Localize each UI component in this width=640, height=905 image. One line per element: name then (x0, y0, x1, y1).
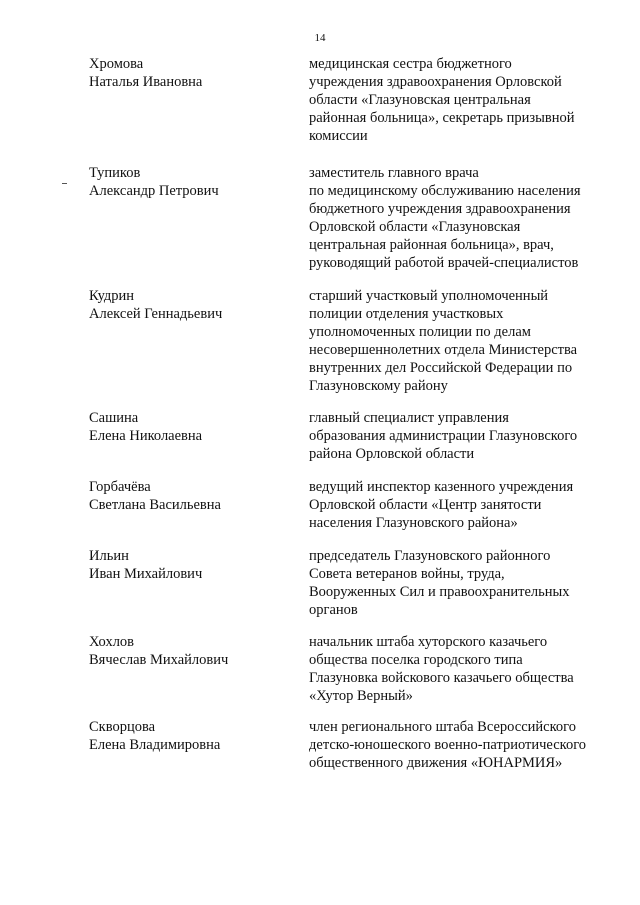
member-name (89, 478, 289, 514)
member-role-line: «Хутор Верный» (309, 688, 413, 704)
member-role-line: общества поселка городского типа (309, 652, 523, 668)
member-role-line: уполномоченных полиции по делам (309, 324, 531, 340)
member-role-line: старший участковый уполномоченный (309, 288, 549, 304)
member-role-line: Вооруженных Сил и правоохранительных (309, 584, 570, 600)
member-role-line: бюджетного учреждения здравоохранения (309, 201, 571, 217)
member-name (89, 164, 289, 200)
member-role-line: руководящий работой врачей-специалистов (309, 255, 579, 271)
member-role-line: области «Глазуновская центральная (309, 92, 531, 108)
member-role-line: медицинская сестра бюджетного (309, 56, 512, 72)
member-role-line: детско-юношеского военно-патриотического (309, 737, 587, 753)
member-role-line: учреждения здравоохранения Орловской (309, 74, 562, 90)
member-role (309, 478, 629, 532)
member-role (309, 547, 629, 619)
member-name (89, 633, 289, 669)
member-given-names: Александр Петрович (89, 183, 219, 199)
member-given-names: Наталья Ивановна (89, 74, 203, 90)
member-role-line: председатель Глазуновского районного (309, 548, 551, 564)
member-role-line: Орловской области «Глазуновская (309, 219, 521, 235)
member-role-line: заместитель главного врача (309, 165, 479, 181)
member-surname: Ильин (89, 548, 129, 564)
member-surname: Скворцова (89, 719, 156, 735)
member-role-line: комиссии (309, 128, 368, 144)
member-role-line: внутренних дел Российской Федерации по (309, 360, 573, 376)
member-surname: Горбачёва (89, 479, 151, 495)
member-role-line: общественного движения «ЮНАРМИЯ» (309, 755, 563, 771)
member-role-line: района Орловской области (309, 446, 475, 462)
member-role-line: образования администрации Глазуновского (309, 428, 578, 444)
member-given-names: Светлана Васильевна (89, 497, 221, 513)
member-given-names: Вячеслав Михайлович (89, 652, 229, 668)
member-given-names: Елена Николаевна (89, 428, 203, 444)
member-role-line: Глазуновка войскового казачьего общества (309, 670, 574, 686)
member-given-names: Иван Михайлович (89, 566, 203, 582)
member-name (89, 409, 289, 445)
member-given-names: Елена Владимировна (89, 737, 221, 753)
member-role (309, 164, 629, 272)
member-role-line: полиции отделения участковых (309, 306, 504, 322)
member-role-line: Глазуновскому району (309, 378, 448, 394)
margin-mark (62, 183, 67, 184)
member-role (309, 409, 629, 463)
member-surname: Сашина (89, 410, 139, 426)
member-role-line: начальник штаба хуторского казачьего (309, 634, 548, 650)
member-name (89, 718, 289, 754)
member-role-line: Совета ветеранов войны, труда, (309, 566, 505, 582)
member-role-line: населения Глазуновского района» (309, 515, 518, 531)
member-surname: Хохлов (89, 634, 135, 650)
member-role (309, 55, 629, 145)
member-surname: Хромова (89, 56, 144, 72)
member-role (309, 718, 629, 772)
member-role-line: главный специалист управления (309, 410, 509, 426)
member-given-names: Алексей Геннадьевич (89, 306, 223, 322)
member-role-line: по медицинскому обслуживанию населения (309, 183, 581, 199)
member-role-line: центральная районная больница», врач, (309, 237, 554, 253)
member-role-line: Орловской области «Центр занятости (309, 497, 542, 513)
member-role-line: несовершеннолетних отдела Министерства (309, 342, 578, 358)
member-name (89, 547, 289, 583)
member-role (309, 287, 629, 395)
member-role (309, 633, 629, 705)
member-role-line: ведущий инспектор казенного учреждения (309, 479, 574, 495)
member-role-line: районная больница», секретарь призывной (309, 110, 575, 126)
member-surname: Тупиков (89, 165, 141, 181)
page-number: 14 (314, 32, 326, 44)
member-role-line: органов (309, 602, 358, 618)
member-role-line: член регионального штаба Всероссийского (309, 719, 576, 735)
member-name (89, 287, 289, 323)
member-name (89, 55, 289, 91)
member-surname: Кудрин (89, 288, 135, 304)
